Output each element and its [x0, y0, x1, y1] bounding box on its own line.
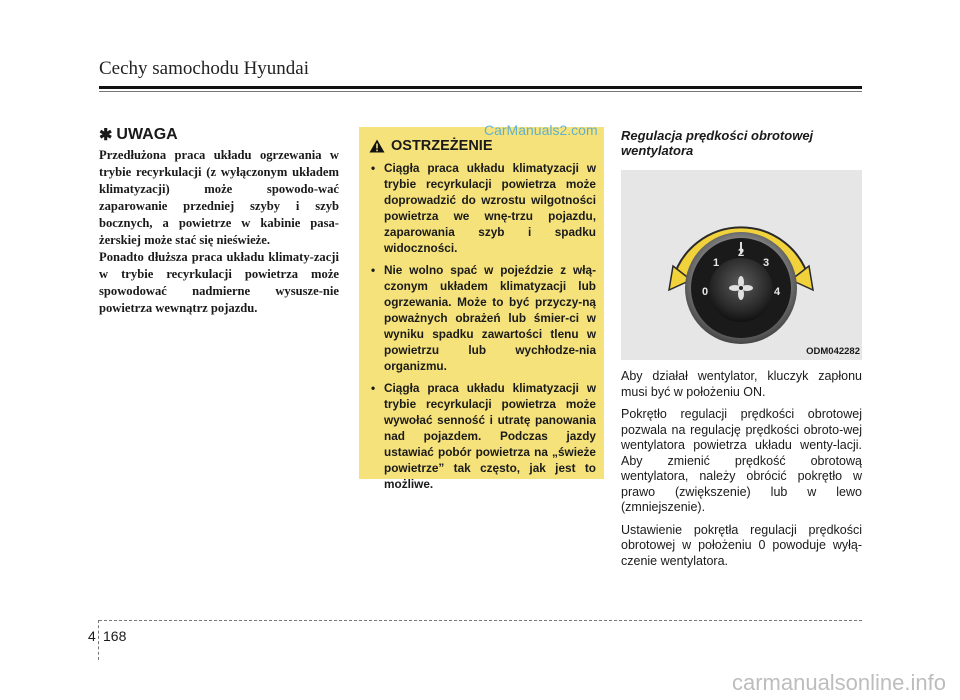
warning-item: • Nie wolno spać w pojeździe z włą-czonym układem klimatyzacji lub ogrzewania. Może to być przyczy-ną poważnych obrażeń lub śmier-ci w wyniku spadku zawartości tlenu w powietrzu lub wychłodze-nia organizmu. — [369, 262, 596, 374]
body-paragraph-2: Pokrętło regulacji prędkości obrotowej pozwala na regulację prędkości obroto-wej wentylatora powietrza układu wenty-lacji. Aby zmienić prędkość obrotową wentylatora, należy obrócić pokrętło w prawo (zwiększenie) lub w lewo (zmniejszenie). — [621, 407, 862, 514]
warning-list — [369, 160, 596, 492]
warning-item: • Ciągła praca układu klimatyzacji w trybie recyrkulacji powietrza może wywołać senność i utratę panowania nad pojazdem. Podczas jazdy ustawiać pobór powietrza na „świeże powietrze” tak często, jak jest to możliwe. — [369, 380, 596, 492]
watermark-bottom: carmanualsonline.info — [731, 670, 946, 695]
page-number: 168 — [103, 628, 127, 644]
warning-header — [369, 138, 596, 154]
body-paragraph-1: Aby działał wentylator, kluczyk zapłonu musi być w położeniu ON. — [621, 369, 862, 399]
page-header-title: Cechy samochodu Hyundai — [99, 58, 310, 79]
body-paragraph-3: Ustawienie pokrętła regulacji prędkości obrotowej w położeniu 0 powoduje wyłą-czenie wentylatora. — [621, 522, 862, 568]
dial-label-0: 0 — [701, 286, 709, 298]
note-paragraph-2: Ponadto dłuższa praca układu klimaty-zacji w trybie recyrkulacji powietrza może spowodować nadmierne wysusze-nie powietrza wewnątrz pojazdu. — [99, 250, 339, 315]
dial-label-4: 4 — [773, 286, 781, 298]
note-heading-text: UWAGA — [116, 126, 178, 143]
header-rule-thin — [99, 91, 862, 92]
chapter-number: 4 — [88, 628, 96, 644]
dial-label-2: 2 — [737, 247, 745, 259]
note-paragraph-1: Przedłużona praca układu ogrzewania w trybie recyrkulacji (z wyłączonym układem klimatyzacji) może spowodo-wać zaparowanie przedniej szyby i szyb bocznych, a powietrze w kabinie pasa-żerskiej może stać się nieświeże. — [99, 148, 339, 247]
footer-vertical-rule — [98, 620, 99, 660]
note-heading — [99, 125, 339, 145]
warning-item: • Ciągła praca układu klimatyzacji w trybie recyrkulacji powietrza może doprowadzić do wzrostu wilgotności powietrza we wnę-trzu pojazdu, zaparowania szyb i spadku widoczności. — [369, 160, 596, 256]
footer-dashed-rule — [99, 620, 862, 621]
note-section — [99, 125, 339, 317]
warning-title: OSTRZEŻENIE — [391, 138, 493, 154]
warning-triangle-icon — [369, 139, 385, 153]
fan-speed-dial-figure — [621, 170, 862, 360]
body-text — [621, 369, 862, 569]
figure-caption: ODM042282 — [806, 346, 860, 357]
dial-label-3: 3 — [762, 257, 770, 269]
fan-speed-dial-illustration — [621, 170, 862, 360]
header-rule — [99, 86, 862, 89]
watermark-link-top[interactable]: CarManuals2.com — [484, 122, 598, 138]
dial-label-1: 1 — [712, 257, 720, 269]
asterisk-icon: ✱ — [99, 127, 113, 144]
section-title: Regulacja prędkości obrotowej wentylatora — [621, 128, 814, 158]
right-column — [621, 128, 862, 576]
warning-box — [359, 127, 604, 491]
